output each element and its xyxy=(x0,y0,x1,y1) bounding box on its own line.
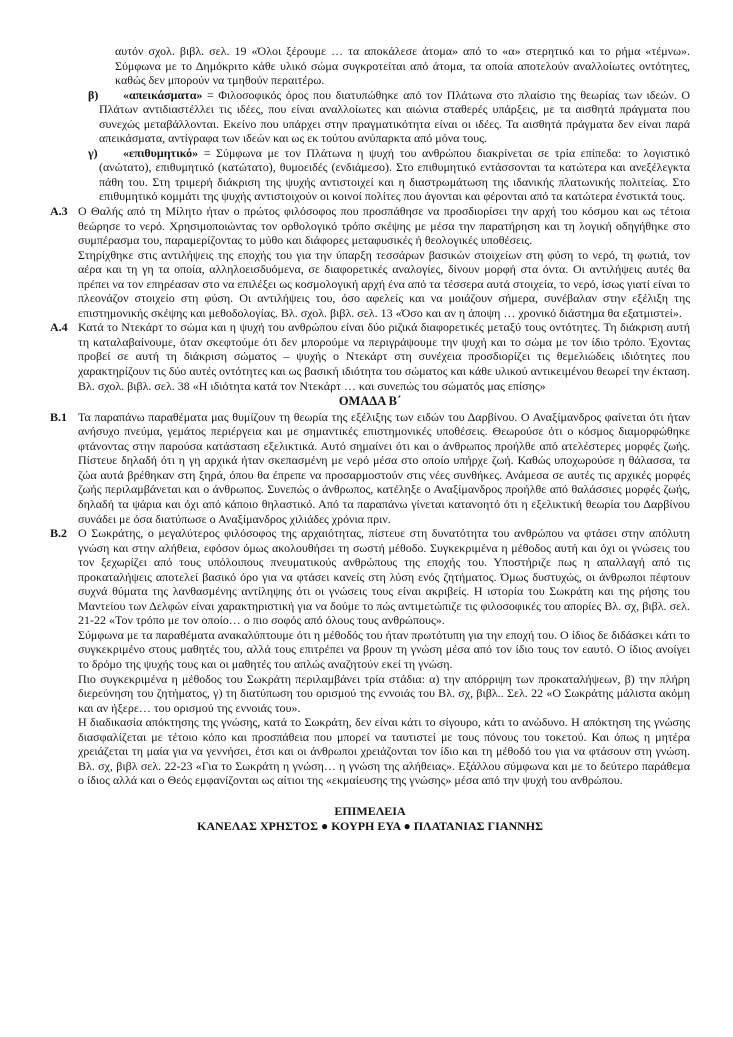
item-b1-label: Β.1 xyxy=(50,409,68,424)
item-a3-label: Α.3 xyxy=(50,204,68,219)
item-beta-text xyxy=(99,88,690,146)
item-b2-paragraph-3: Πιο συγκεκριμένα η μέθοδος του Σωκράτη περιλαμβάνει τρία στάδια: α) την απόρριψη των προκαταλήψεων, β) την πλήρη διερεύνηση του ζητήματος, γ) τη διατύπωση του ορισμού της εννοιάς του Βλ. σχ, βιβλ.. Σελ. 22 «Ο Σωκράτης μάλιστα ακόμη και αν ήξερε… του ορισμού της εννοιάς του». xyxy=(78,671,690,715)
item-b1 xyxy=(50,409,690,526)
item-a3-paragraph-1: Ο Θαλής από τη Μίλητο ήταν ο πρώτος φιλόσοφος που προσπάθησε να προσδιορίσει την αρχή του κόσμου και ως τέτοια θεώρησε το νερό. Χρησιμοποιώντας τον ορθολογικό τρόπο σκέψης με μέσα την παρατήρηση και τη λογική οδηγήθηκε στο συμπέρασμα του, παραμερίζοντας το μύθο και διάφορες μεταφυσικές ή θεολογικές υποθέσεις. xyxy=(78,204,690,248)
item-a3-paragraph-2: Στηρίχθηκε στις αντιλήψεις της εποχής του για την ύπαρξη τεσσάρων βασικών στοιχείων στη φύση το νερό, τη φωτιά, τον αέρα και τη γη τα οποία, αλληλοεισδυόμενα, σε διαφορετικές αναλογίες, δίνουν μορφή στα όντα. Οι αντιλήψεις αυτές θα πρέπει να τον επηρέασαν στο να επιλέξει ως κοσμολογική αρχή ένα από τα τέσσερα αυτά στοιχεία, το νερό, ίσως γιατί είναι το πλεονάζον στοιχείο στη φύση. Οι αντιλήψεις του, όσο αφελείς και να μοιάζουν σήμερα, συνέβαλαν στην εξέλιξη της επιστημονικής σκέψης και μεθοδολογίας. Βλ. σχολ. βιβλ. σελ. 13 «Όσο και αν η άποψη … χρονικό διάστημα θα εξατμιστεί». xyxy=(78,247,690,320)
item-gamma-label: γ) xyxy=(88,145,98,160)
item-b2 xyxy=(50,526,690,788)
term-apeikasmata: «απεικάσματα» xyxy=(123,87,203,102)
item-a4-paragraph-1: Κατά το Ντεκάρτ το σώμα και η ψυχή του ανθρώπου είναι δύο ριζικά διαφορετικές μεταξύ τους οντότητες. Τη διάκριση αυτή τη καταλαβαίνουμε, όταν σκεφτούμε ότι δεν μπορούμε να περιγράψουμε την ψυχή και το σώμα με τον ίδιο τρόπο. Έχοντας προβεί σε αυτή τη διάκριση σώματος – ψυχής ο Ντεκάρτ στη συνέχεια προσδιορίζει τις θεμελιώδεις ιδιότητες που χαρακτηρίζουν τις δύο αυτές οντότητες και ως βασική ιδιότητα του σώματος και κάθε υλικού αντικειμένου θεωρεί την έκταση. Βλ. σχολ. βιβλ. σελ. 38 «Η ιδιότητα κατά τον Ντεκάρτ … και συνεπώς του σώματός μας επίσης» xyxy=(78,320,690,393)
item-b2-paragraph-2: Σύμφωνα με τα παραθέματα ανακαλύπτουμε ότι η μέθοδός του ήταν πρωτότυπη για την εποχή του. Ο ίδιος δε διδάσκει κάτι το συγκεκριμένο στους μαθητές του, αλλά τους επιτρέπει να βρουν τη γνώση μέσα από τον ίδιο τους τον εαυτό. Ο ίδιος ανοίγει το δρόμο της ψυχής τους και οι μαθητές του απλώς αναζητούν εκεί τη γνώση. xyxy=(78,627,690,671)
paragraph-continuation-alpha: αυτόν σχολ. βιβλ. σελ. 19 «Όλοι ξέρουμε … τα αποκάλεσε άτομα» από το «α» στερητικό και το ρήμα «τέμνω». Σύμφωνα με το Δημόκριτο κάθε υλικό σώμα συγκροτείται από άτομα, τα οποία αποτελούν αναλλοίωτες οντότητες, καθώς δεν μπορούν να τμηθούν περαιτέρω. xyxy=(115,44,690,88)
item-gamma xyxy=(88,145,690,204)
footer-names: ΚΑΝΕΛΑΣ ΧΡΗΣΤΟΣ ● ΚΟΥΡΗ ΕΥΑ ● ΠΛΑΤΑΝΙΑΣ ΓΙΑΝΝΗΣ xyxy=(197,819,543,834)
item-a3 xyxy=(50,204,690,320)
item-beta-label: β) xyxy=(88,87,99,102)
item-gamma-text xyxy=(99,146,690,204)
item-beta-body: = Φιλοσοφικός όρος που διατυπώθηκε από τον Πλάτωνα στο πλαίσιο της θεωρίας των ιδεών. Ο Πλάτων αντιδιαστέλλει τις ιδέες, που είναι αναλλοίωτες και αιώνια σταθερές υπάρξεις, με τα αισθητά πράγματα που συνεχώς μεταβάλλονται. Εκείνο που υπάρχει στην πραγματικότητα είναι οι ιδέες. Τα αισθητά πράγματα δεν είναι παρά απεικάσματα, αντίγραφα των ιδεών και ως εκ τούτου ανύπαρκτα από μόνα τους. xyxy=(99,87,691,146)
footer-credits xyxy=(50,804,690,835)
item-b1-paragraph-1: Τα παραπάνω παραθέματα μας θυμίζουν τη θεωρία της εξέλιξης των ειδών του Δαρβίνου. Ο Αναξίμανδρος φαίνεται ότι ήταν ανήσυχο πνεύμα, γεμάτος περιέργεια και με σημαντικές επιστημονικές υποθέσεις. Θεωρούσε ότι ο κόσμος διαμορφώθηκε φτάνοντας στην παρούσα κατάσταση εξελικτικά. Αυτό σημαίνει ότι και ο άνθρωπος προήλθε από ατελέστερες μορφές ζωής. Πίστευε δηλαδή ότι η γη αρχικά ήταν σκεπασμένη με νερό μέσα στο οποίο υπήρχε ζωή. Καθώς υποχωρούσε η θάλασσα, τα ζώα αυτά βρέθηκαν στη ξηρά, όπου θα έπρεπε να προσαρμοστούν στις νέες συνθήκες. Ανάμεσα σε αυτές τις αρχικές μορφές ζωής περιλαμβάνεται και ο άνθρωπος. Συνεπώς ο άνθρωπος, κατέληξε ο Αναξίμανδρος προήλθε από θαλάσσιες μορφές ζωής, δηλαδή τα ψάρια και όχι από κάποιο θηλαστικό. Από τα παραπάνω γίνεται κατανοητό ότι η εξελικτική θεωρία του Δαρβίνου συνάδει με όσα διατύπωσε ο Αναξίμανδρος χιλιάδες χρόνια πριν. xyxy=(78,409,690,526)
item-b2-paragraph-1: Ο Σωκράτης, ο μεγαλύτερος φιλόσοφος της αρχαιότητας, πίστευε στη δυνατότητα του ανθρώπου να φτάσει στην απόλυτη γνώση και στην αλήθεια, εφόσον όμως ακολουθήσει τη σωστή μέθοδο. Συγκεκριμένα η μέθοδος αυτή και όχι οι γνώσεις του τον ξεχωρίζει από τους υπόλοιπους πνευματικούς ανθρώπους της εποχής του. Υποστήριζε πως η απαλλαγή από τις προκαταλήψεις αποτελεί βασικό όρο για να φτάσει κανείς στη λύση ενός ζητήματος. Όμως δυστυχώς, οι άνθρωποι πέφτουν συχνά θύματα της λανθασμένης αντίληψης ότι οι γνώσεις τους είναι ακριβείς. Η ιστορία του Σωκράτη και της ρήσης του Μαντείου των Δελφών είναι χαρακτηριστική για να δούμε το πώς αντιμετώπιζε τις φιλοσοφικές του απορίες Βλ. σχ, βιβλ. σελ. 21-22 «Τον τρόπο με τον οποίο… ο πιο σοφός από όλους τους ανθρώπους». xyxy=(78,526,690,628)
term-epithymitiko: «επιθυμητικό» xyxy=(123,145,199,160)
item-beta xyxy=(88,87,691,146)
item-b2-paragraph-4: Η διαδικασία απόκτησης της γνώσης, κατά το Σωκράτη, δεν είναι κάτι το σίγουρο, κάτι το ανώδυνο. Η απόκτηση της γνώσης διασφαλίζεται με τέτοιο κόπο και προσπάθεια που μπορεί να ταυτιστεί με τους πόνους του τοκετού. Και όπως η μητέρα χρειάζεται τη μαία για να γεννήσει, έτσι και οι άνθρωποι χρειάζονται τον ίδιο και τη μέθοδό του για να φτάσουν στη γνώση. Βλ. σχ, βιβλ σελ. 22-23 «Για το Σωκράτη η γνώση… η γνώση της αλήθειας». Εξάλλου σύμφωνα και με το δεύτερο παράθεμα ο ίδιος αλλά και ο Θεός εμφανίζονται ως αίτιοι της «εκμαίευσης της γνώσης» μέσα από την ψυχή του ανθρώπου. xyxy=(78,715,690,788)
item-b2-label: Β.2 xyxy=(50,526,68,541)
item-gamma-body: = Σύμφωνα με τον Πλάτωνα η ψυχή του ανθρώπου διακρίνεται σε τρία επίπεδα: το λογιστικό (ανώτατο), επιθυμητικό (κατώτατο), θυμοειδές (ενδιάμεσο). Στο επιθυμητικό εντάσσονται τα κατώτερα και ανεξέλεγκτα πάθη του. Στη τριμερή διάκριση της ψυχής αντιστοιχεί και η διαστρωμάτωση της ιδανικής πλατωνικής πολιτείας. Στο επιθυμητικό κομμάτι της ψυχής αντιστοιχούν οι κοινοί πολίτες που άγονται και φέρονται από τα κατώτερα ένστικτά τους. xyxy=(99,145,690,204)
footer-title: ΕΠΙΜΕΛΕΙΑ xyxy=(334,803,406,818)
item-a4 xyxy=(50,320,690,393)
section-heading-omada-b: ΟΜΑΔΑ Β΄ xyxy=(338,394,402,409)
item-a4-label: Α.4 xyxy=(50,320,68,335)
